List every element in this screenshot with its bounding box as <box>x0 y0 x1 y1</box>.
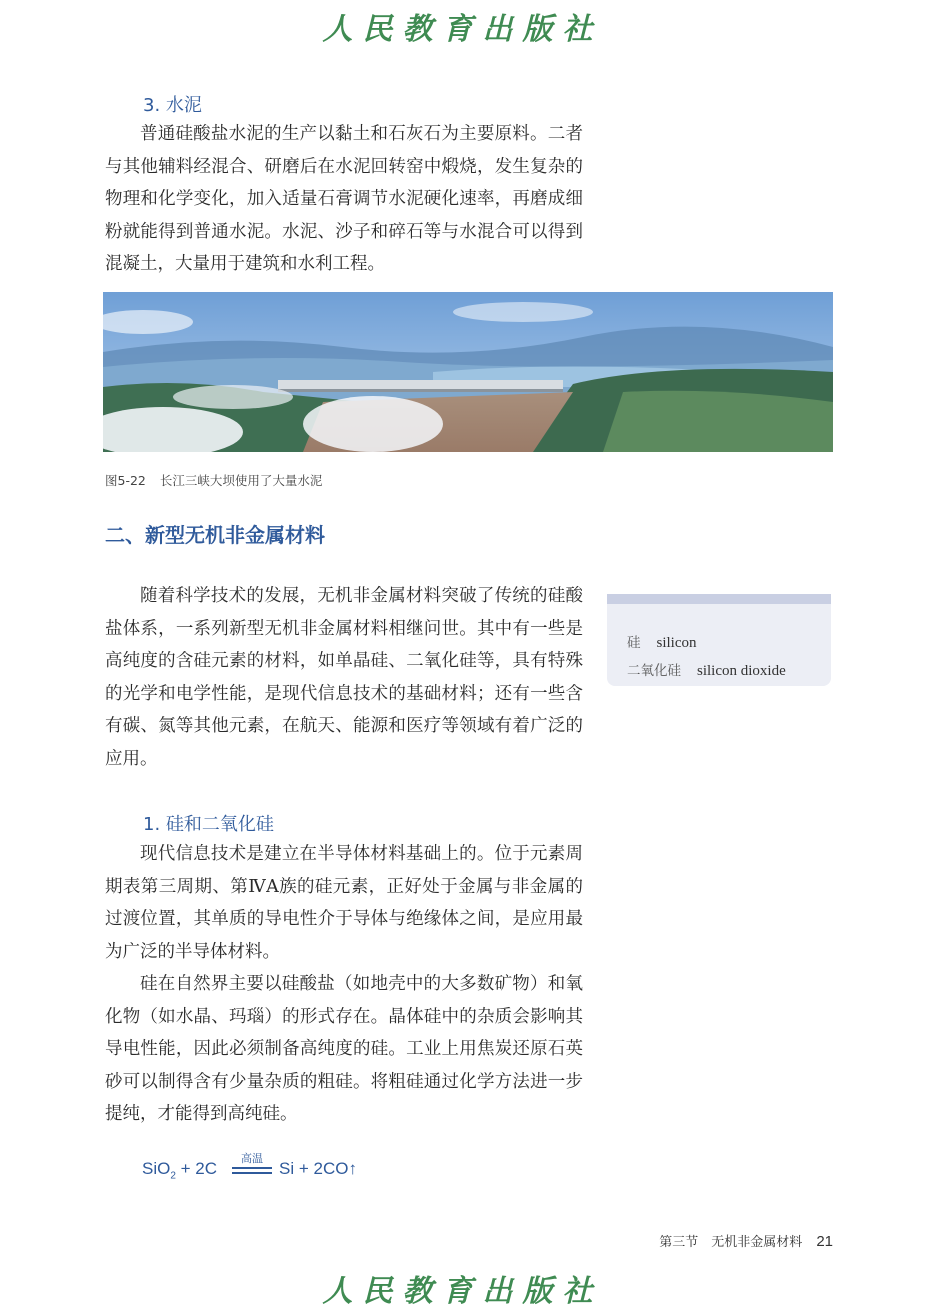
three-gorges-dam-photo <box>103 292 833 452</box>
glossary-term-en: silicon dioxide <box>697 663 786 679</box>
equation-arrow <box>232 1150 272 1180</box>
figure-caption-text: 长江三峡大坝使用了大量水泥 <box>159 473 323 488</box>
chemical-equation <box>142 1148 462 1188</box>
glossary-term-cn: 二氧化硅 <box>627 663 681 679</box>
glossary-row <box>627 631 697 652</box>
glossary-row <box>627 659 786 680</box>
equation-reactants <box>142 1159 217 1181</box>
glossary-box <box>607 594 831 686</box>
silicon-heading: 1. 硅和二氧化硅 <box>143 814 274 835</box>
silicon-paragraph-1: 现代信息技术是建立在半导体材料基础上的。位于元素周期表第三周期、第ⅣA族的硅元素，正好处于金属与非金属的过渡位置，其单质的导电性介于导体与绝缘体之间，是应用最为广泛的半导体材料。 <box>105 844 583 962</box>
cement-paragraph: 普通硅酸盐水泥的生产以黏土和石灰石为主要原料。二者与其他辅料经混合、研磨后在水泥回转窑中煅烧，发生复杂的物理和化学变化，加入适量石膏调节水泥硬化速率，再磨成细粉就能得到普通水泥。水泥、沙子和碎石等与水混合可以得到混凝土，大量用于建筑和水利工程。 <box>105 124 583 275</box>
silicon-paragraph-2: 硅在自然界主要以硅酸盐（如地壳中的大多数矿物）和氧化物（如水晶、玛瑙）的形式存在。晶体硅中的杂质会影响其导电性能，因此必须制备高纯度的硅。工业上用焦炭还原石英砂可以制得含有少量杂质的粗硅。将粗硅通过化学方法进一步提纯，才能得到高纯硅。 <box>105 974 583 1125</box>
reactant-sio: SiO <box>142 1159 171 1178</box>
equals-bar-top <box>232 1167 272 1169</box>
glossary-term-en: silicon <box>656 635 697 651</box>
reactant-carbon: + 2C <box>175 1159 218 1178</box>
section-title: 二、新型无机非金属材料 <box>105 523 325 547</box>
page-number: 21 <box>816 1233 833 1250</box>
footer-section-label: 第三节 无机非金属材料 <box>659 1235 803 1250</box>
equation-products: Si + 2CO↑ <box>279 1159 357 1178</box>
publisher-logo-bottom: 人民教育出版社 <box>322 1274 603 1309</box>
publisher-logo-top: 人民教育出版社 <box>322 12 603 47</box>
figure-caption <box>105 471 336 489</box>
page-footer <box>659 1231 833 1250</box>
figure-number: 图5-22 <box>105 473 146 488</box>
cement-heading: 3. 水泥 <box>143 95 202 116</box>
section-intro-paragraph: 随着科学技术的发展，无机非金属材料突破了传统的硅酸盐体系，一系列新型无机非金属材料相继问世。其中有一些是高纯度的含硅元素的材料，如单晶硅、二氧化硅等，具有特殊的光学和电学性能，是现代信息技术的基础材料；还有一些含有碳、氮等其他元素，在航天、能源和医疗等领域有着广泛的应用。 <box>105 586 583 769</box>
glossary-term-cn: 硅 <box>627 635 641 651</box>
reaction-condition: 高温 <box>241 1152 263 1165</box>
equals-bar-bottom <box>232 1172 272 1174</box>
reactant-subscript: 2 <box>170 1170 176 1182</box>
